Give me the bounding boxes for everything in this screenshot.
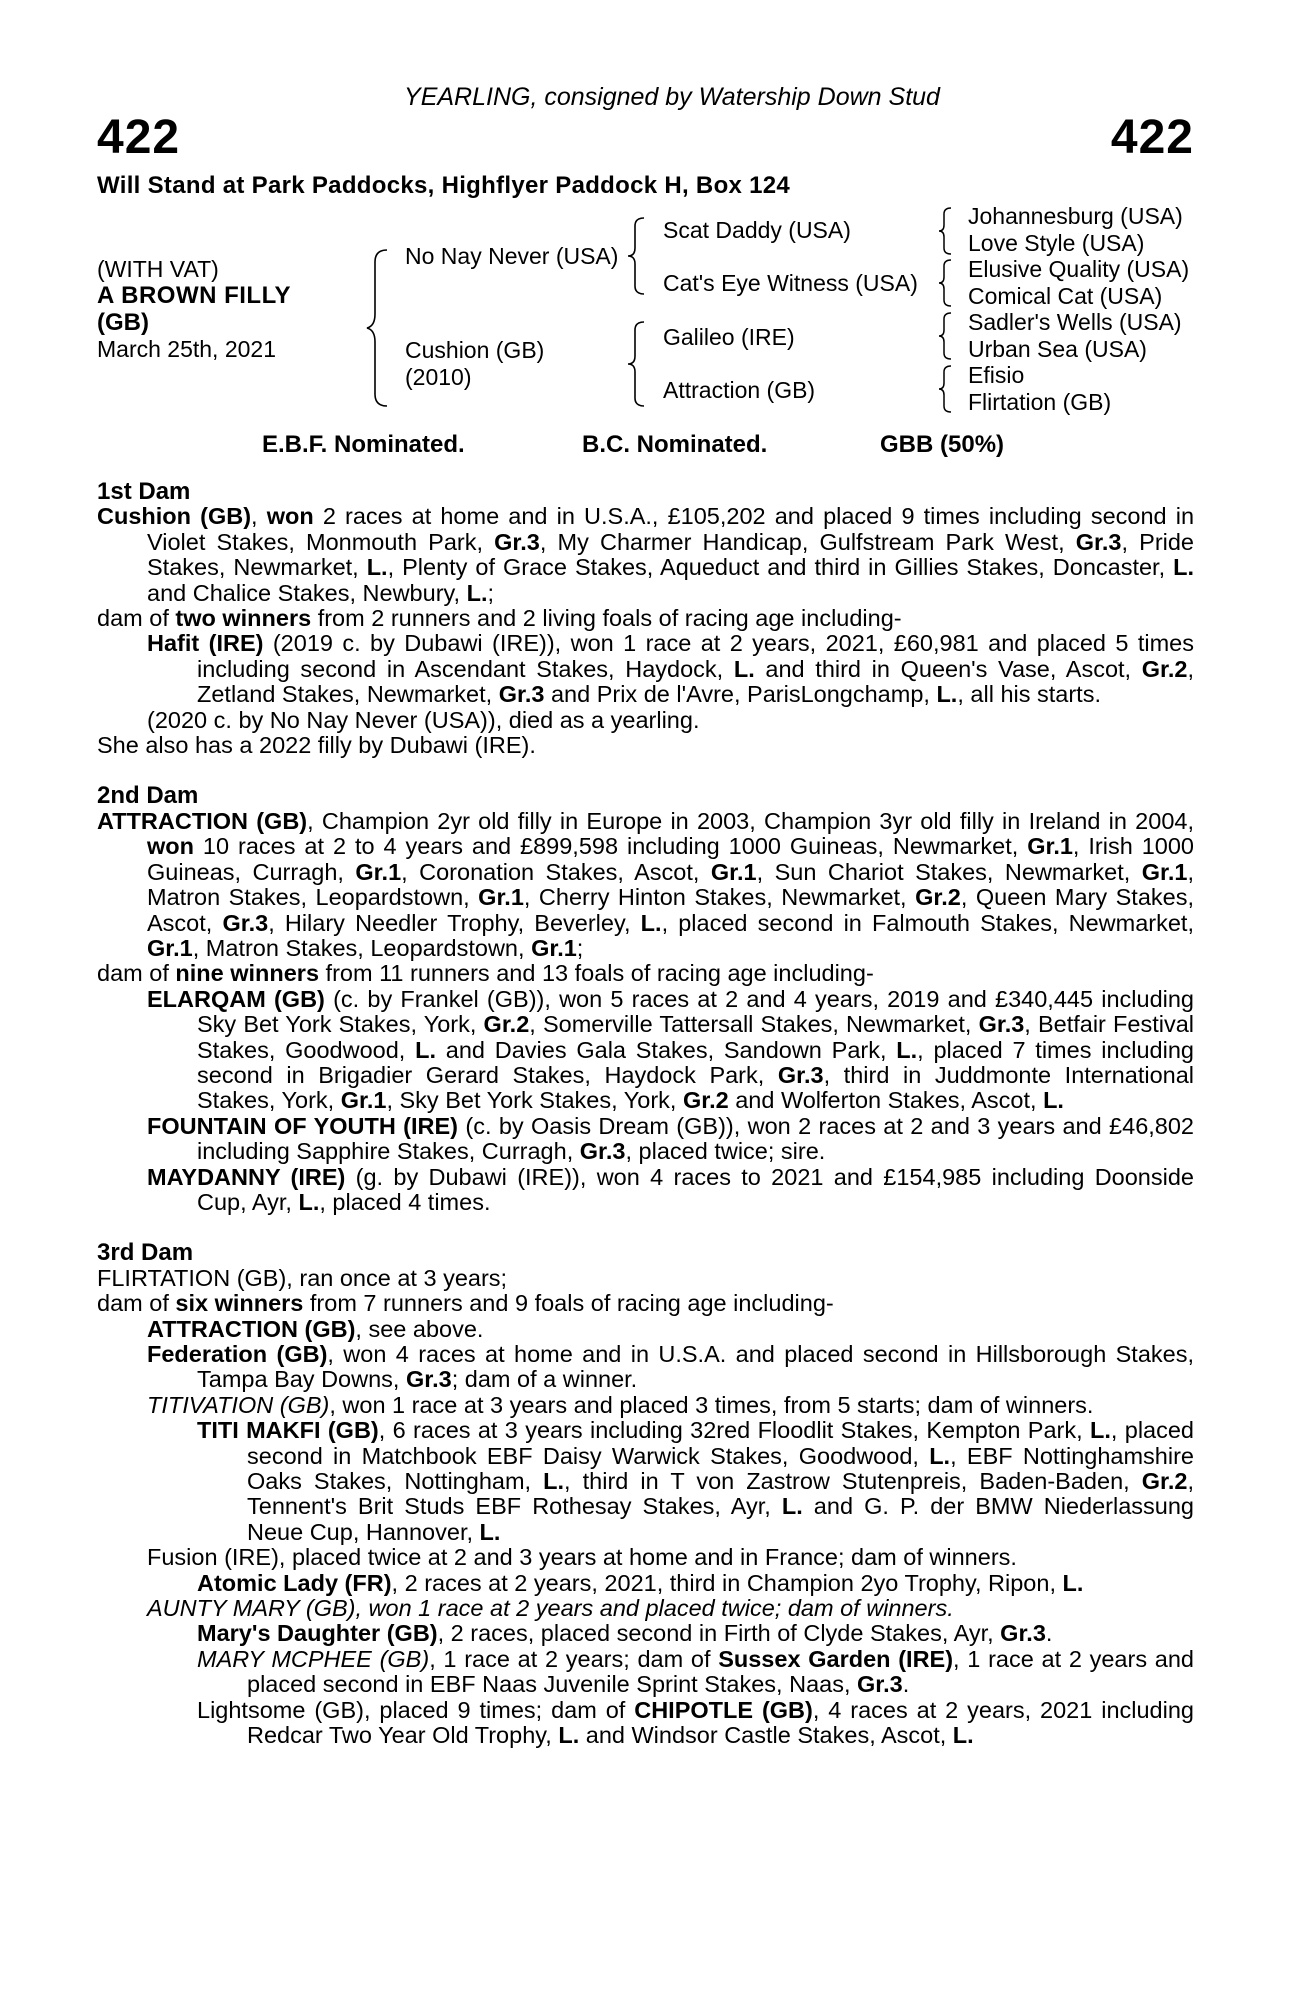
pedigree-g6: Urban Sea (USA) <box>968 336 1147 362</box>
produce-elarqam: ELARQAM (GB) (c. by Frankel (GB)), won 5 races at 2 and 4 years, 2019 and £340,445 including Sky Bet York Stakes, York, Gr.2, Somerville Tattersall Stakes, Newmarket, Gr.3, Betfair Festival Stakes, Goodwood, L. and Davies Gala Stakes, Sandown Park, L., placed 7 times including second in Brigadier Gerard Stakes, Haydock Park, Gr.3, third in Juddmonte International Stakes, York, Gr.1, Sky Bet York Stakes, York, Gr.2 and Wolferton Stakes, Ascot, L. <box>147 985 1195 1114</box>
produce-atomic-lady: Atomic Lady (FR), 2 races at 2 years, 2021, third in Champion 2yo Trophy, Ripon, L. <box>197 1569 1084 1596</box>
consignment-line: YEARLING, consigned by Watership Down Stud <box>404 83 940 111</box>
pedigree-sire: No Nay Never (USA) <box>405 243 619 269</box>
pedigree-g4: Comical Cat (USA) <box>968 283 1163 309</box>
produce-attraction: ATTRACTION (GB), see above. <box>147 1315 484 1342</box>
lot-number-left: 422 <box>97 111 181 164</box>
bc-nominated: B.C. Nominated. <box>582 431 768 458</box>
pedigree-sire-sire: Scat Daddy (USA) <box>663 217 851 243</box>
produce-titivation: TITIVATION (GB), won 1 race at 3 years and placed 3 times, from 5 starts; dam of winners. <box>147 1391 1094 1418</box>
pedigree-g5: Sadler's Wells (USA) <box>968 309 1182 335</box>
first-dam-record: Cushion (GB), won 2 races at home and in U.S.A., £105,202 and placed 9 times including second in Violet Stakes, Monmouth Park, Gr.3, My Charmer Handicap, Gulfstream Park West, Gr.3, Pride Stakes, Newmarket, L., Plenty of Grace Stakes, Aqueduct and third in Gillies Stakes, Doncaster, L. and Chalice Stakes, Newbury, L.; <box>97 503 1195 606</box>
pedigree-brace-dam <box>626 320 650 408</box>
pedigree-brace-g3 <box>937 311 957 361</box>
pedigree-brace-g4 <box>937 364 957 414</box>
second-dam-record: ATTRACTION (GB), Champion 2yr old filly in Europe in 2003, Champion 3yr old filly in Ireland in 2004, won 10 races at 2 to 4 years and £899,598 including 1000 Guineas, Newmarket, Gr.1, Irish 1000 Guineas, Curragh, Gr.1, Coronation Stakes, Ascot, Gr.1, Sun Chariot Stakes, Newmarket, Gr.1, Matron Stakes, Leopardstown, Gr.1, Cherry Hinton Stakes, Newmarket, Gr.2, Queen Mary Stakes, Ascot, Gr.3, Hilary Needler Trophy, Beverley, L., placed second in Falmouth Stakes, Newmarket, Gr.1, Matron Stakes, Leopardstown, Gr.1; <box>97 807 1194 961</box>
produce-federation: Federation (GB), won 4 races at home and in U.S.A. and placed second in Hillsborough Stakes, Tampa Bay Downs, Gr.3; dam of a winner. <box>147 1341 1194 1393</box>
first-dam-name: Cushion (GB) <box>97 503 252 530</box>
second-dam-name: ATTRACTION (GB) <box>97 807 308 834</box>
produce-fountain-of-youth: FOUNTAIN OF YOUTH (IRE) (c. by Oasis Dream (GB)), won 2 races at 2 and 3 years and £46,802 including Sapphire Stakes, Curragh, Gr.3, placed twice; sire. <box>147 1112 1194 1165</box>
first-dam-produce-summary: dam of two winners from 2 runners and 2 living foals of racing age including- <box>97 605 902 632</box>
gbb-status: GBB (50%) <box>880 431 1005 458</box>
produce-titi-makfi: TITI MAKFI (GB), 6 races at 3 years including 32red Floodlit Stakes, Kempton Park, L., placed second in Matchbook EBF Daisy Warwick Stakes, Goodwood, L., EBF Nottinghamshire Oaks Stakes, Nottingham, L., third in T von Zastrow Stutenpreis, Baden-Baden, Gr.2, Tennent's Brit Studs EBF Rothesay Stakes, Ayr, L. and G. P. der BMW Niederlassung Neue Cup, Hannover, L. <box>197 1417 1195 1545</box>
produce-2022-filly: She also has a 2022 filly by Dubawi (IRE). <box>97 732 536 759</box>
pedigree-brace-main <box>365 248 395 408</box>
won-label: won <box>266 503 314 530</box>
vat-note: (WITH VAT) <box>97 256 219 282</box>
foaling-date: March 25th, 2021 <box>97 336 277 362</box>
pedigree-g2: Love Style (USA) <box>968 230 1145 256</box>
produce-hafit: Hafit (IRE) (2019 c. by Dubawi (IRE)), won 1 race at 2 years, 2021, £60,981 and placed 5 times including second in Ascendant Stakes, Haydock, L. and third in Queen's Vase, Ascot, Gr.2, Zetland Stakes, Newmarket, Gr.3 and Prix de l'Avre, ParisLongchamp, L., all his starts. <box>147 630 1195 708</box>
pedigree-g1: Johannesburg (USA) <box>968 203 1183 229</box>
horse-country: (GB) <box>97 309 149 336</box>
pedigree-dam-year: (2010) <box>405 364 472 390</box>
produce-aunty-mary: AUNTY MARY (GB), won 1 race at 2 years and placed twice; dam of winners. <box>147 1595 954 1622</box>
second-dam-produce-summary: dam of nine winners from 11 runners and 13 foals of racing age including- <box>97 960 874 987</box>
pedigree-sire-dam: Cat's Eye Witness (USA) <box>663 270 918 296</box>
family-notes <box>97 479 1194 1749</box>
produce-marys-daughter: Mary's Daughter (GB), 2 races, placed second in Firth of Clyde Stakes, Ayr, Gr.3. <box>197 1620 1053 1647</box>
produce-lightsome: Lightsome (GB), placed 9 times; dam of CHIPOTLE (GB), 4 races at 2 years, 2021 including Redcar Two Year Old Trophy, L. and Windsor Castle Stakes, Ascot, L. <box>197 1696 1194 1749</box>
produce-mary-mcphee: MARY MCPHEE (GB), 1 race at 2 years; dam of Sussex Garden (IRE), 1 race at 2 years and placed second in EBF Naas Juvenile Sprint Stakes, Naas, Gr.3. <box>197 1645 1194 1698</box>
third-dam-produce-summary: dam of six winners from 7 runners and 9 foals of racing age including- <box>97 1290 834 1317</box>
ebf-nominated: E.B.F. Nominated. <box>262 431 465 458</box>
pedigree-brace-sire <box>626 216 650 296</box>
third-dam-heading: 3rd Dam <box>97 1239 194 1267</box>
produce-maydanny: MAYDANNY (IRE) (g. by Dubawi (IRE)), won 4 races to 2021 and £154,985 including Doonside Cup, Ayr, L., placed 4 times. <box>147 1163 1194 1215</box>
pedigree-g7: Efisio <box>968 362 1025 388</box>
pedigree-dam-dam: Attraction (GB) <box>663 377 816 403</box>
stand-location: Will Stand at Park Paddocks, Highflyer Paddock H, Box 124 <box>97 172 791 199</box>
horse-description: A BROWN FILLY <box>97 282 292 309</box>
first-dam-heading: 1st Dam <box>97 478 191 505</box>
pedigree-g8: Flirtation (GB) <box>968 389 1112 415</box>
pedigree-brace-g1 <box>937 206 957 256</box>
produce-fusion: Fusion (IRE), placed twice at 2 and 3 years at home and in France; dam of winners. <box>147 1544 1017 1571</box>
pedigree-g3: Elusive Quality (USA) <box>968 256 1190 282</box>
pedigree-dam: Cushion (GB) <box>405 337 545 363</box>
produce-2020-colt: (2020 c. by No Nay Never (USA)), died as a yearling. <box>147 706 700 733</box>
third-dam-record: FLIRTATION (GB), ran once at 3 years; <box>97 1264 508 1291</box>
pedigree-dam-sire: Galileo (IRE) <box>663 324 795 350</box>
pedigree-brace-g2 <box>937 258 957 308</box>
lot-number-right: 422 <box>1110 111 1194 164</box>
second-dam-heading: 2nd Dam <box>97 782 199 810</box>
